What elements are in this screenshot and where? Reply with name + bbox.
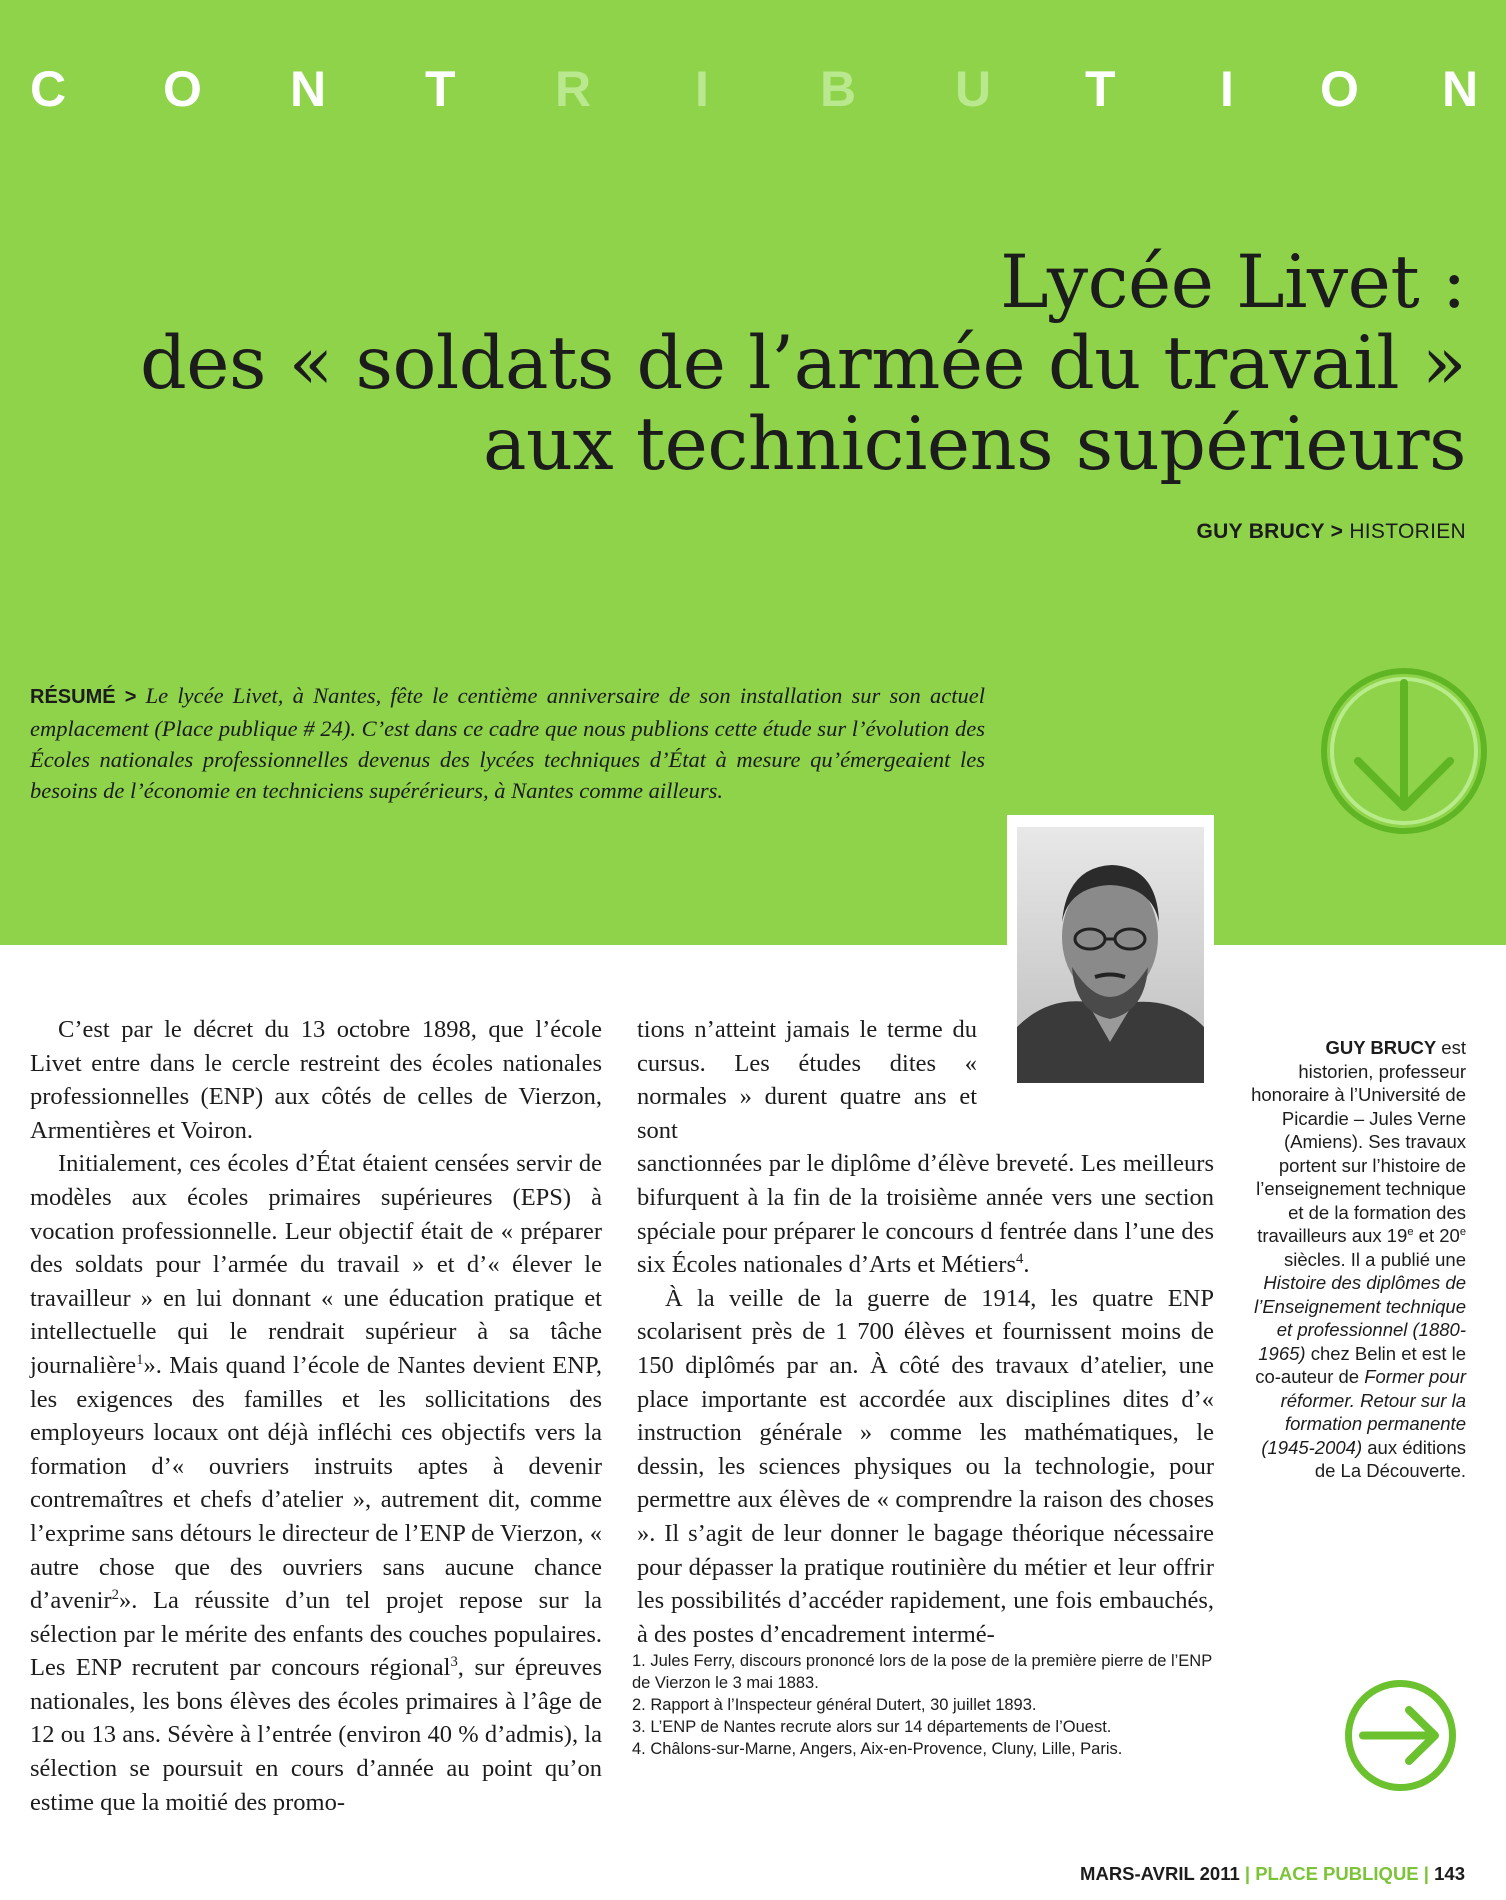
paragraph-text: ». Mais quand l’école de Nantes devient ENP, les exigences des familles et les sollicitations des employeurs locaux ont déjà infléchi ces objectifs vers la formation d’« ouvriers instruits aptes à devenir contremaîtres et chefs d’atelier », autrement dit, comme l’exprime sans détours le directeur de l’ENP de Vierzon, « autre chose que des ouvriers sans aucune chance d’avenir	[30, 1351, 602, 1615]
footnote-ref[interactable]: 2	[111, 1586, 119, 1603]
paragraph: C’est par le décret du 13 octobre 1898, que l’école Livet entre dans le cercle restreint des écoles nationales professionnelles (ENP) aux côtés de celles de Vierzon, Armentières et Voiron.	[30, 1016, 602, 1144]
byline-role: HISTORIEN	[1349, 520, 1466, 543]
byline-author: GUY BRUCY	[1196, 520, 1325, 543]
kicker-letter: I	[695, 61, 709, 117]
bio-book-title: Former pour réformer. Retour sur la formation permanente (1945-2004)	[1261, 1366, 1466, 1458]
footnote: 2. Rapport à l’Inspecteur général Dutert, 30 juillet 1893.	[632, 1696, 1037, 1714]
bio-book-title: Histoire des diplômes de l’Enseignement technique et professionnel (1880-1965)	[1254, 1272, 1466, 1364]
paragraph-text: Initialement, ces écoles d’État étaient censées servir de modèles aux écoles primaires supérieures (EPS) à vocation professionnelle. Leur objectif était de « préparer des soldats pour l’armée du travail » et d’« élever le travailleur » en lui donnant « une éducation pratique et intellectuelle qui le rendrait supérieur à sa tâche journalière	[30, 1150, 602, 1379]
footnote-ref[interactable]: 3	[450, 1654, 458, 1671]
article-title	[140, 242, 1466, 485]
kicker-letter: O	[1320, 61, 1359, 117]
footer-publication: PLACE PUBLIQUE	[1255, 1863, 1419, 1884]
kicker-letter: C	[30, 61, 67, 117]
footer-separator: |	[1244, 1863, 1251, 1884]
down-arrow-circle-icon	[1318, 665, 1490, 837]
title-line: des « soldats de l’armée du travail »	[140, 321, 1466, 406]
kicker-letter: I	[1220, 61, 1234, 117]
kicker-letter: O	[163, 61, 202, 117]
footnote: 1. Jules Ferry, discours prononcé lors de la pose de la première pierre de l’ENP de Vierzon le 3 mai 1883.	[632, 1652, 1212, 1692]
article-column-1	[30, 1013, 602, 1819]
footnote-ref[interactable]: 1	[136, 1351, 144, 1368]
footnote-ref[interactable]: 4	[1015, 1251, 1024, 1267]
bio-text: est historien, professeur honoraire à l’Université de Picardie – Jules Verne (Amiens). Ses travaux portent sur l’histoire de l’enseignement technique et de la formation des travailleurs aux 19	[1251, 1037, 1466, 1246]
title-line: aux techniciens supérieurs	[482, 402, 1466, 487]
footnote: 4. Châlons-sur-Marne, Angers, Aix-en-Provence, Cluny, Lille, Paris.	[632, 1740, 1123, 1758]
bio-text: chez Belin et est le co-auteur de	[1255, 1342, 1466, 1387]
right-arrow-circle-icon[interactable]	[1343, 1678, 1458, 1793]
bio-superscript: e	[1459, 1225, 1466, 1238]
paragraph-text: ». La réussite d’un tel projet repose sur la sélection par le mérite des enfants des couches populaires. Les ENP recrutent par concours régional	[30, 1587, 602, 1682]
byline	[1197, 520, 1466, 544]
kicker-letter: B	[820, 61, 857, 117]
bio-text: siècles. Il a publié une	[1283, 1248, 1466, 1270]
article-column-2	[637, 1013, 1214, 1651]
kicker-letter: U	[955, 61, 992, 117]
kicker-letter: R	[555, 61, 592, 117]
paragraph-text: , sur épreuves nationales, les bons élèves des écoles primaires à l’âge de 12 ou 13 ans. Sévère à l’entrée (environ 40 % d’admis), la sélection se poursuit en cours d’année au point qu’on estime que la moitié des promo-	[30, 1654, 602, 1816]
abstract-label: RÉSUMÉ >	[30, 686, 137, 708]
abstract	[30, 680, 985, 806]
section-kicker	[0, 60, 1506, 120]
paragraph-text: sanctionnées par le diplôme d’élève breveté. Les meilleurs bifurquent à la fin de la troisième année vers une section spéciale pour préparer le concours d fentrée dans l’une des six Écoles nationales d’Arts et Métiers	[637, 1150, 1214, 1279]
paragraph-continued: tions n’atteint jamais le terme du cursus. Les études dites « normales » durent quatre ans et sont	[637, 1016, 977, 1144]
kicker-letter: N	[1442, 61, 1479, 117]
paragraph	[30, 1147, 602, 1819]
bio-superscript: e	[1407, 1225, 1414, 1238]
footnote: 3. L’ENP de Nantes recrute alors sur 14 départements de l’Ouest.	[632, 1718, 1112, 1736]
paragraph-text: .	[1023, 1251, 1030, 1279]
paragraph-continued	[637, 1147, 1214, 1281]
bio-text: et 20	[1413, 1225, 1460, 1246]
kicker-letter: T	[1085, 61, 1116, 117]
page-footer	[1080, 1863, 1465, 1885]
footer-date: MARS-AVRIL 2011	[1080, 1863, 1240, 1884]
byline-separator: >	[1324, 520, 1350, 543]
footer-separator: |	[1423, 1863, 1429, 1884]
bio-name: GUY BRUCY	[1325, 1037, 1437, 1058]
bio-text: aux éditions de La Découverte.	[1314, 1436, 1466, 1481]
paragraph: À la veille de la guerre de 1914, les quatre ENP scolarisent près de 1 700 élèves et fournissent moins de 150 diplômés par an. À côté des travaux d’atelier, une place importante est accordée aux disciplines dites d’« instruction générale » comme les mathématiques, le dessin, les sciences physiques ou la technologie, pour permettre aux élèves de « comprendre la raison des choses ». Il s’agit de leur donner le bagage théorique nécessaire pour dépasser la pratique routinière du métier et leur offrir les possibilités d’accéder rapidement, une fois embauchés, à des postes d’encadrement intermé-	[637, 1284, 1214, 1648]
kicker-letter: T	[425, 61, 456, 117]
footnotes	[632, 1650, 1222, 1760]
author-bio	[1248, 1036, 1466, 1483]
page-number: 143	[1434, 1863, 1465, 1884]
title-line: Lycée Livet :	[1000, 240, 1466, 325]
abstract-text: Le lycée Livet, à Nantes, fête le centième anniversaire de son installation sur son actuel emplacement (Place publique # 24). C’est dans ce cadre que nous publions cette étude sur l’évolution des Écoles nationales professionnelles devenus des lycées techniques d’État à mesure qu’émergeaient les besoins de l’économie en techniciens supérérieurs, à Nantes comme ailleurs.	[30, 683, 985, 803]
kicker-letter: N	[290, 61, 327, 117]
